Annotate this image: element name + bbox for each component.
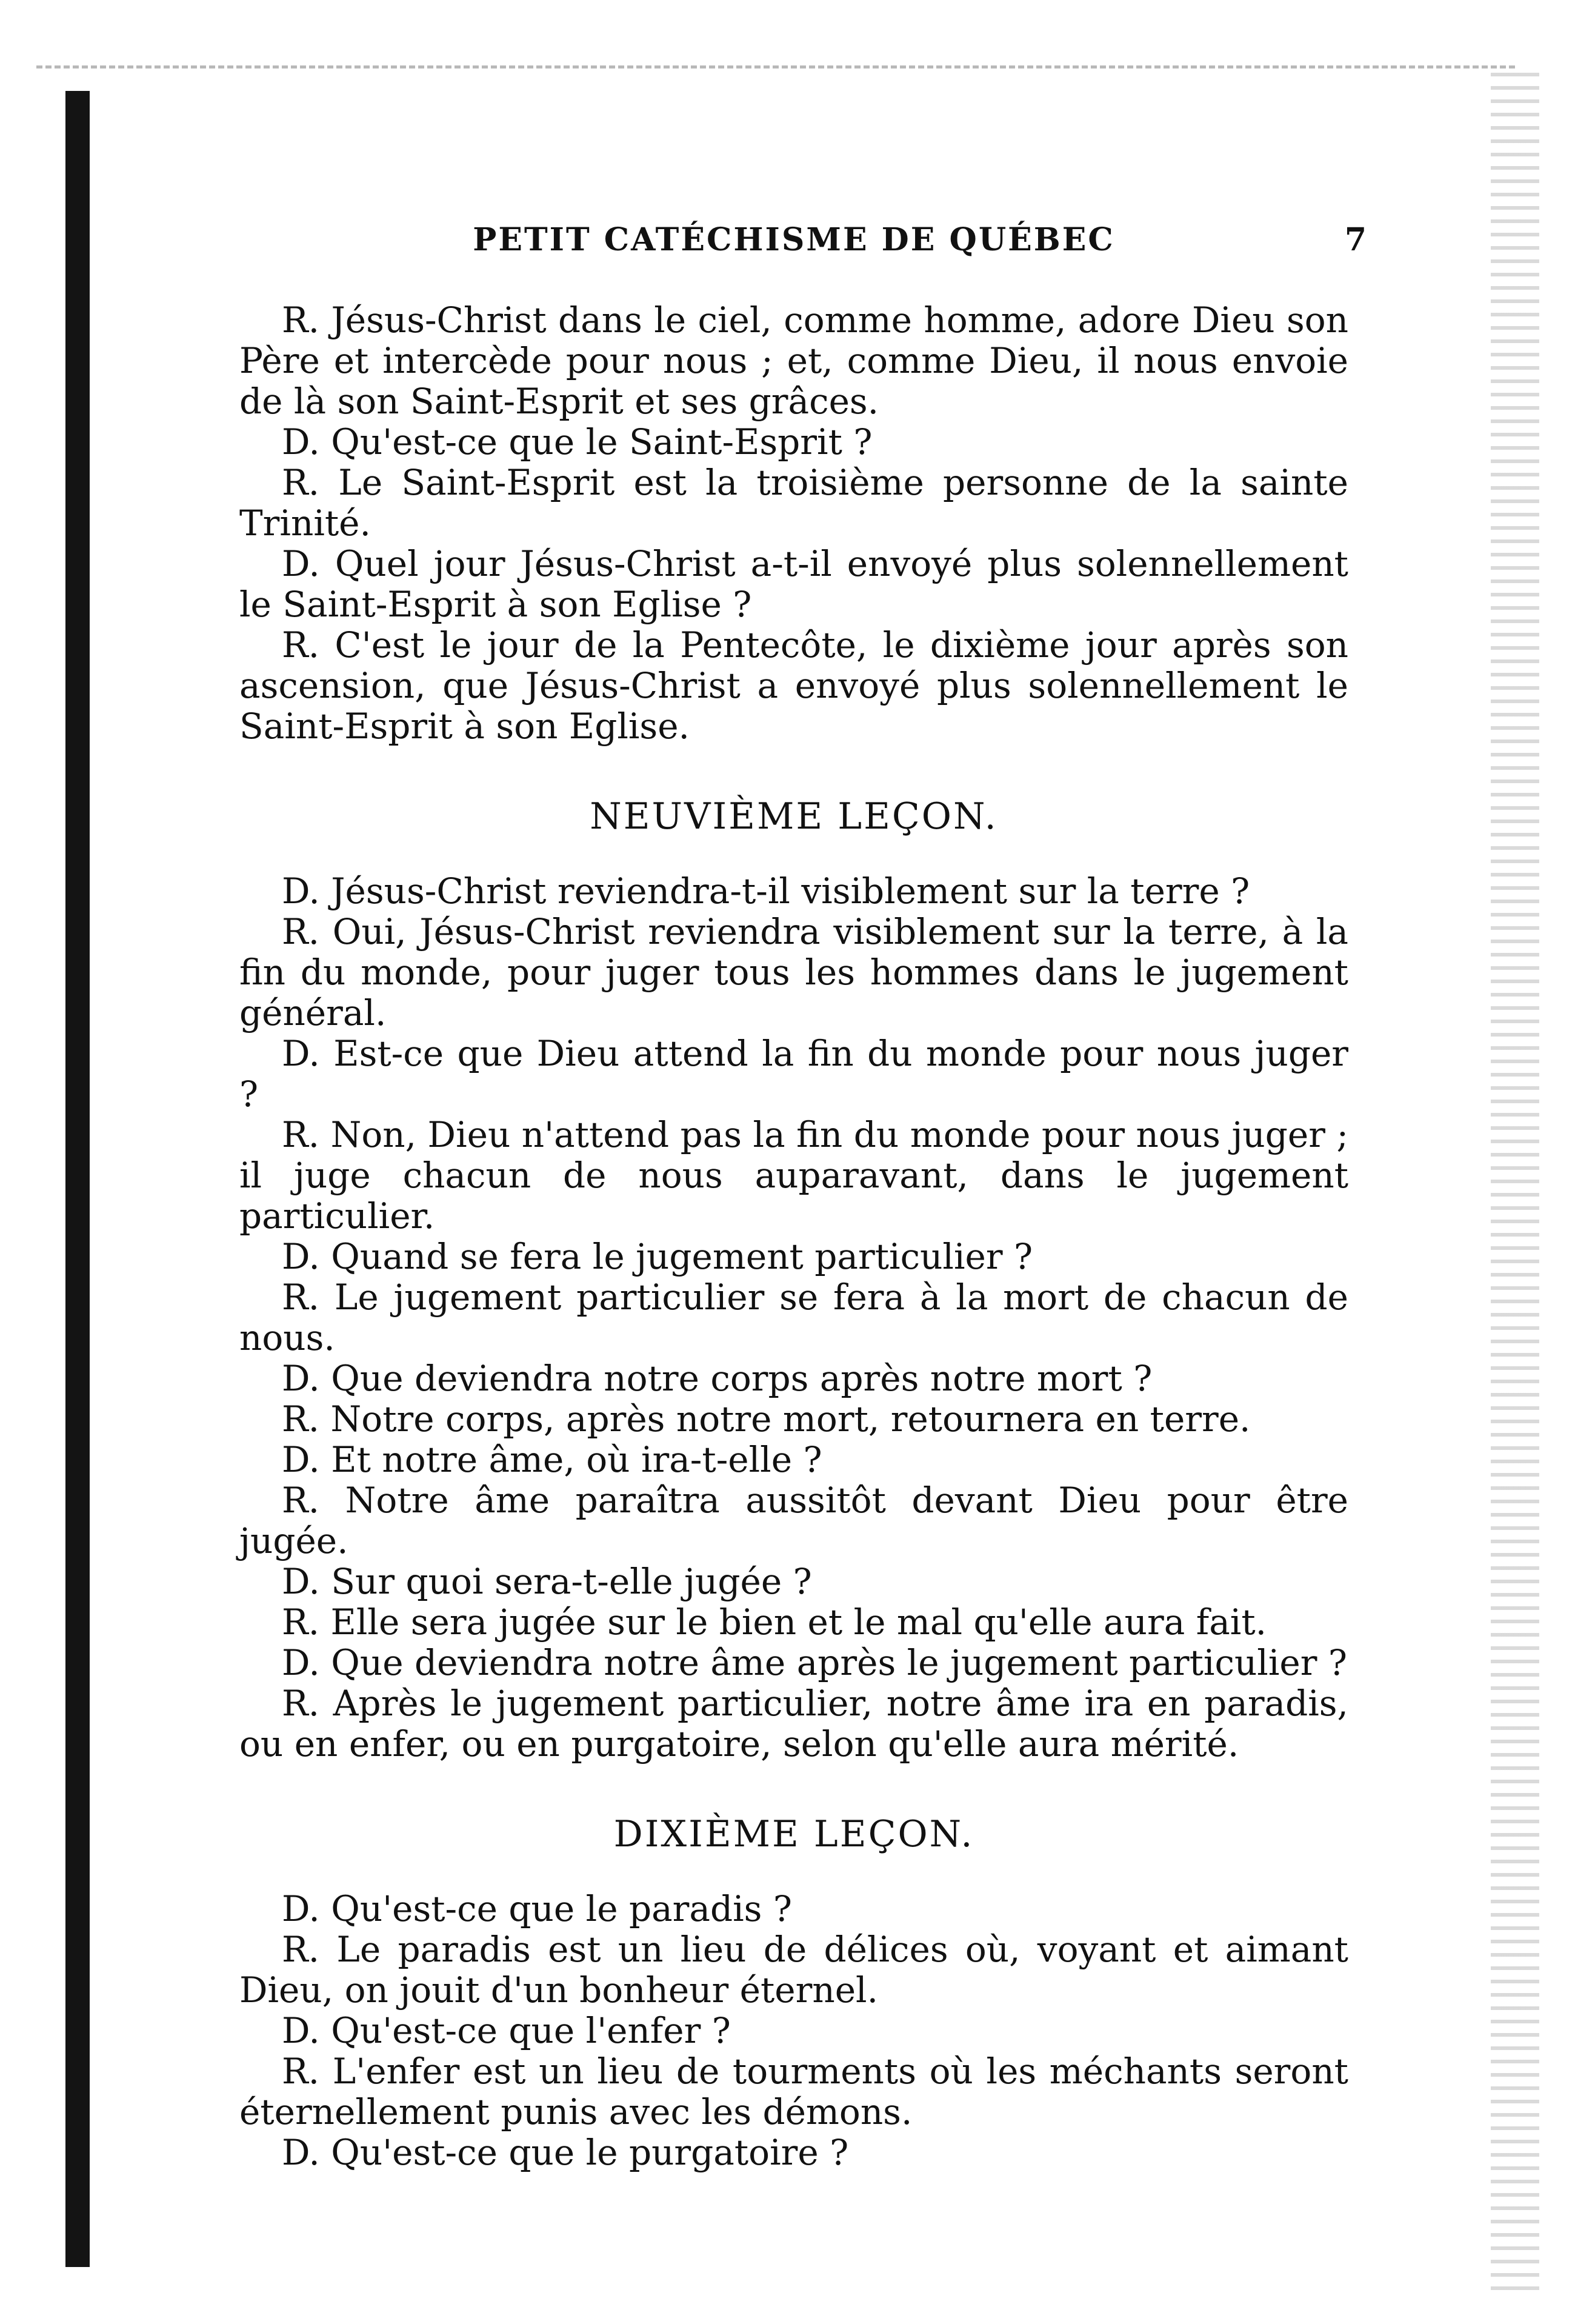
page-number: 7 <box>1344 221 1367 258</box>
lesson-heading: NEUVIÈME LEÇON. <box>590 795 998 838</box>
intro-section <box>239 300 1348 747</box>
answer-paragraph: R. Non, Dieu n'attend pas la fin du monde pour nous juger ; il juge chacun de nous auparavant, dans le jugement particulier. <box>239 1114 1348 1237</box>
running-header <box>239 221 1367 276</box>
question-paragraph: D. Qu'est-ce que le Saint-Esprit ? <box>282 421 873 462</box>
question-paragraph: D. Quand se fera le jugement particulier ? <box>282 1236 1033 1277</box>
question-paragraph: D. Sur quoi sera-t-elle jugée ? <box>282 1561 812 1602</box>
answer-paragraph: R. Notre âme paraîtra aussitôt devant Dieu pour être jugée. <box>239 1480 1348 1561</box>
question-paragraph: D. Quel jour Jésus-Christ a-t-il envoyé plus solennellement le Saint-Esprit à son Eglise ? <box>239 543 1348 625</box>
answer-paragraph: R. Après le jugement particulier, notre âme ira en paradis, ou en enfer, ou en purgatoire, selon qu'elle aura mérité. <box>239 1683 1348 1765</box>
question-paragraph: D. Jésus-Christ reviendra-t-il visiblement sur la terre ? <box>282 870 1250 912</box>
lesson-heading: DIXIÈME LEÇON. <box>613 1813 974 1855</box>
answer-paragraph: R. Oui, Jésus-Christ reviendra visiblement sur la terre, à la fin du monde, pour juger tous les hommes dans le jugement général. <box>239 911 1348 1033</box>
question-paragraph: D. Qu'est-ce que le paradis ? <box>282 1888 792 1929</box>
binding-edge <box>65 91 90 2267</box>
answer-paragraph: R. Jésus-Christ dans le ciel, comme homme, adore Dieu son Père et intercède pour nous ; et, comme Dieu, il nous envoie de là son Saint-Esprit et ses grâces. <box>239 299 1348 422</box>
question-paragraph: D. Qu'est-ce que l'enfer ? <box>282 2010 731 2051</box>
question-paragraph: D. Que deviendra notre âme après le jugement particulier ? <box>282 1642 1347 1683</box>
answer-paragraph: R. Le Saint-Esprit est la troisième personne de la sainte Trinité. <box>239 462 1348 544</box>
answer-paragraph: R. Notre corps, après notre mort, retournera en terre. <box>282 1398 1251 1440</box>
lesson-nine <box>239 795 1348 1765</box>
scan-top-noise <box>36 65 1515 68</box>
answer-paragraph: R. Elle sera jugée sur le bien et le mal qu'elle aura fait. <box>282 1601 1267 1643</box>
question-paragraph: D. Que deviendra notre corps après notre mort ? <box>282 1358 1153 1399</box>
running-title: PETIT CATÉCHISME DE QUÉBEC <box>473 221 1115 258</box>
answer-paragraph: R. L'enfer est un lieu de tourments où les méchants seront éternellement punis avec les démons. <box>239 2051 1348 2132</box>
lesson-ten <box>239 1813 1348 2173</box>
answer-paragraph: R. Le jugement particulier se fera à la mort de chacun de nous. <box>239 1277 1348 1358</box>
question-paragraph: D. Qu'est-ce que le purgatoire ? <box>282 2132 849 2173</box>
answer-paragraph: R. C'est le jour de la Pentecôte, le dixième jour après son ascension, que Jésus-Christ a envoyé plus solennellement le Saint-Esprit à son Eglise. <box>239 624 1348 747</box>
question-paragraph: D. Et notre âme, où ira-t-elle ? <box>282 1439 822 1480</box>
question-paragraph: D. Est-ce que Dieu attend la fin du monde pour nous juger ? <box>239 1033 1348 1115</box>
scan-right-edge <box>1491 73 1539 2291</box>
catechism-page <box>239 221 1367 2173</box>
answer-paragraph: R. Le paradis est un lieu de délices où, voyant et aimant Dieu, on jouit d'un bonheur éternel. <box>239 1929 1348 2011</box>
